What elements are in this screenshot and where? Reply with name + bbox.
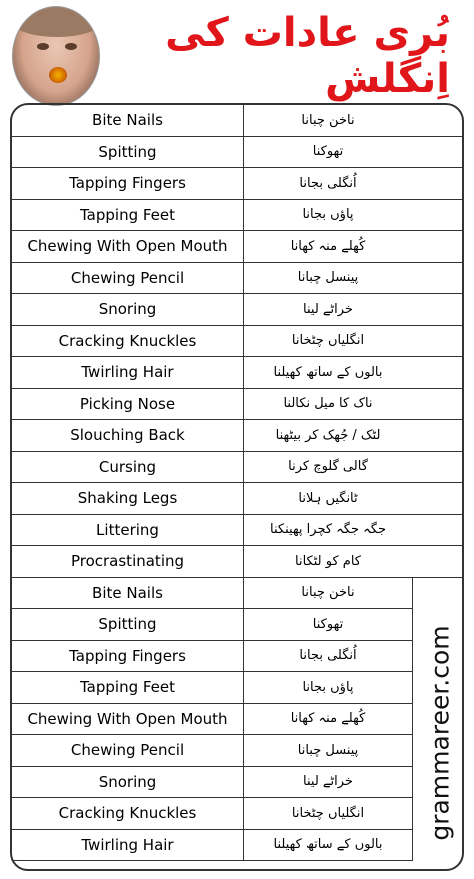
urdu-phrase: بالوں کے ساتھ کھیلنا — [273, 837, 383, 853]
urdu-phrase: انگلیاں چٹخانا — [291, 333, 365, 349]
table-row — [12, 546, 464, 578]
urdu-phrase: ناک کا میل نکالنا — [283, 396, 373, 412]
urdu-phrase: تھوکنا — [312, 616, 344, 632]
english-phrase: Twirling Hair — [12, 357, 244, 388]
urdu-phrase: لٹک / جُھک کر بیٹھنا — [275, 427, 381, 443]
table-row — [12, 137, 464, 169]
urdu-phrase: کُھلے منہ کھانا — [290, 238, 366, 254]
english-phrase: Chewing With Open Mouth — [12, 704, 244, 735]
urdu-phrase: پینسل چبانا — [297, 270, 359, 286]
english-phrase: Tapping Fingers — [12, 168, 244, 199]
urdu-phrase: گالی گلوچ کرنا — [288, 459, 368, 475]
table-row — [12, 641, 412, 673]
table-row — [12, 452, 464, 484]
sidebar-divider — [412, 578, 413, 862]
english-phrase: Spitting — [12, 609, 244, 640]
english-phrase: Shaking Legs — [12, 483, 244, 514]
table-row — [12, 326, 464, 358]
watermark — [414, 597, 464, 869]
table-row — [12, 294, 464, 326]
english-phrase: Tapping Feet — [12, 672, 244, 703]
table-row — [12, 231, 464, 263]
photo-mouth-candy — [49, 67, 67, 83]
table-row — [12, 672, 412, 704]
table-row — [12, 767, 412, 799]
table-row — [12, 609, 412, 641]
photo-eye-left — [37, 43, 49, 50]
english-phrase: Twirling Hair — [12, 830, 244, 861]
urdu-phrase: کام کو لٹکانا — [295, 553, 361, 569]
table-row — [12, 420, 464, 452]
table-row — [12, 105, 464, 137]
english-phrase: Cracking Knuckles — [12, 326, 244, 357]
english-phrase: Bite Nails — [12, 578, 244, 609]
urdu-phrase: بالوں کے ساتھ کھیلنا — [273, 364, 383, 380]
english-phrase: Picking Nose — [12, 389, 244, 420]
table-row — [12, 483, 464, 515]
english-phrase: Cracking Knuckles — [12, 798, 244, 829]
urdu-phrase: پاؤں بجانا — [302, 207, 354, 223]
urdu-phrase: ناخن چبانا — [301, 585, 355, 601]
urdu-phrase: تھوکنا — [312, 144, 344, 160]
urdu-phrase: اُنگلی بجانا — [299, 175, 357, 191]
table-row — [12, 515, 464, 547]
english-phrase: Snoring — [12, 294, 244, 325]
english-phrase: Chewing Pencil — [12, 263, 244, 294]
urdu-phrase: جگہ جگہ کچرا پھینکنا — [270, 522, 386, 538]
table-row — [12, 735, 412, 767]
urdu-phrase: خراٹے لینا — [303, 774, 353, 790]
english-phrase: Chewing Pencil — [12, 735, 244, 766]
table-row — [12, 389, 464, 421]
english-phrase: Tapping Fingers — [12, 641, 244, 672]
urdu-phrase: خراٹے لینا — [303, 301, 353, 317]
table-row — [12, 357, 464, 389]
urdu-phrase: پینسل چبانا — [297, 742, 359, 758]
urdu-phrase: پاؤں بجانا — [302, 679, 354, 695]
english-phrase: Tapping Feet — [12, 200, 244, 231]
table-row — [12, 200, 464, 232]
english-phrase: Procrastinating — [12, 546, 244, 577]
header — [0, 0, 474, 102]
page-title: بُری عادات کی اِنگلش — [165, 10, 450, 102]
watermark-text: grammareer.com — [425, 625, 455, 841]
habits-table — [10, 103, 464, 871]
table-row — [12, 168, 464, 200]
urdu-phrase: اُنگلی بجانا — [299, 648, 357, 664]
english-phrase: Spitting — [12, 137, 244, 168]
english-phrase: Snoring — [12, 767, 244, 798]
photo-eye-right — [65, 43, 77, 50]
photo-hair — [12, 6, 100, 37]
urdu-phrase: کُھلے منہ کھانا — [290, 711, 366, 727]
english-phrase: Cursing — [12, 452, 244, 483]
child-photo — [12, 6, 100, 106]
table-row — [12, 704, 412, 736]
english-phrase: Slouching Back — [12, 420, 244, 451]
table-row — [12, 578, 412, 610]
english-phrase: Chewing With Open Mouth — [12, 231, 244, 262]
table-row — [12, 798, 412, 830]
table-row — [12, 263, 464, 295]
urdu-phrase: ناخن چبانا — [301, 112, 355, 128]
table-row — [12, 830, 412, 862]
english-phrase: Bite Nails — [12, 105, 244, 136]
english-phrase: Littering — [12, 515, 244, 546]
urdu-phrase: ٹانگیں ہلانا — [298, 490, 358, 506]
urdu-phrase: انگلیاں چٹخانا — [291, 805, 365, 821]
